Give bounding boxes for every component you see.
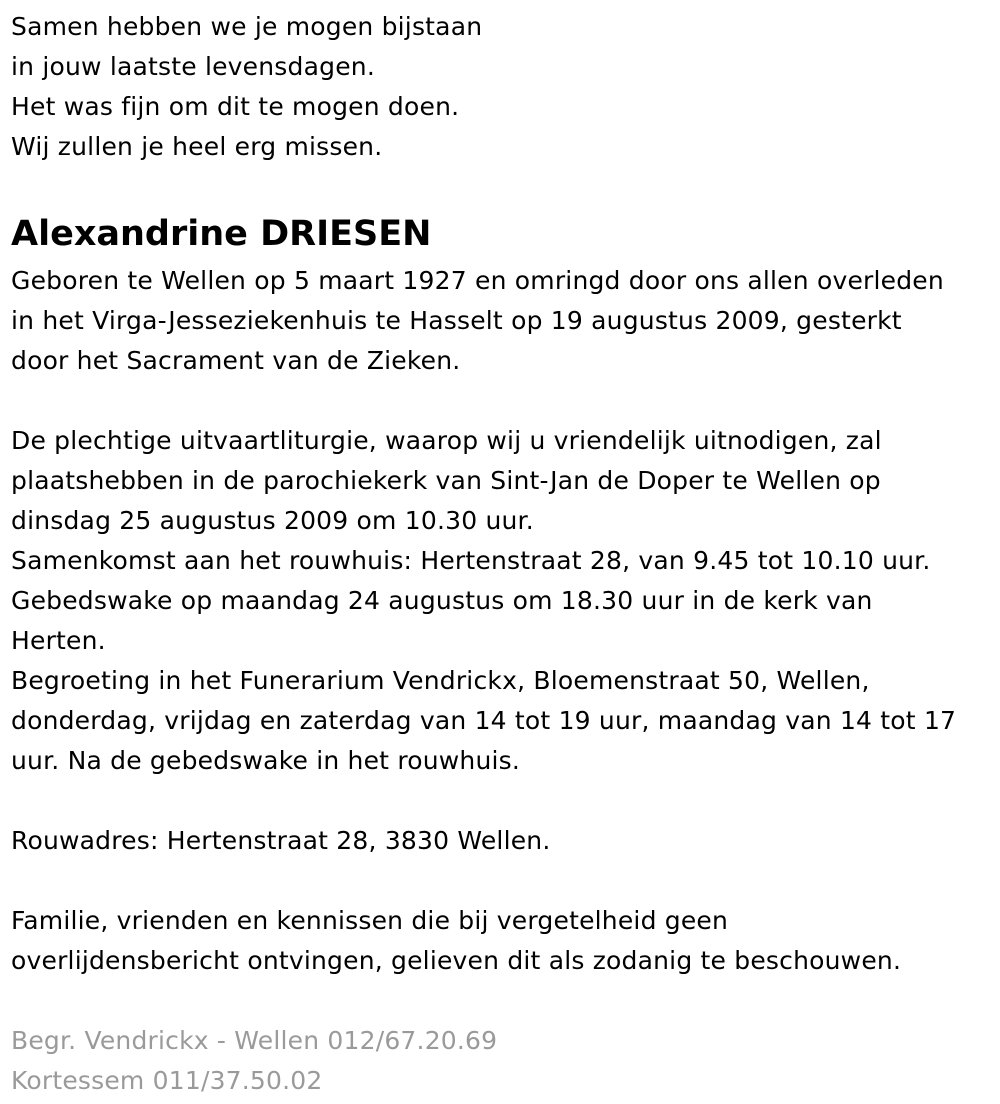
ceremony-line: Gebedswake op maandag 24 augustus om 18.30 uur in de kerk van (11, 586, 873, 615)
poem-line: Het was fijn om dit te mogen doen. (11, 92, 460, 121)
spacer (11, 861, 1000, 901)
ceremony-line: dinsdag 25 augustus 2009 om 10.30 uur. (11, 506, 534, 535)
ceremony-paragraph (11, 421, 1000, 781)
funeral-director-footer (11, 1021, 1000, 1101)
spacer (11, 781, 1000, 821)
ceremony-line: Samenkomst aan het rouwhuis: Hertenstraat 28, van 9.45 tot 10.10 uur. (11, 546, 931, 575)
ceremony-line: Herten. (11, 626, 106, 655)
poem-line: in jouw laatste levensdagen. (11, 52, 375, 81)
ceremony-line: uur. Na de gebedswake in het rouwhuis. (11, 746, 521, 775)
footer-line: Kortessem 011/37.50.02 (11, 1066, 323, 1095)
intro-line: in het Virga-Jesseziekenhuis te Hasselt op 19 augustus 2009, gesterkt (11, 306, 902, 335)
mourning-address: Rouwadres: Hertenstraat 28, 3830 Wellen. (11, 826, 551, 855)
intro-line: Geboren te Wellen op 5 maart 1927 en omringd door ons allen overleden (11, 266, 944, 295)
intro-line: door het Sacrament van de Zieken. (11, 346, 461, 375)
footer-line: Begr. Vendrickx - Wellen 012/67.20.69 (11, 1026, 498, 1055)
deceased-name: Alexandrine DRIESEN (11, 214, 432, 254)
notice-line: Familie, vrienden en kennissen die bij vergetelheid geen (11, 906, 729, 935)
spacer (11, 167, 1000, 207)
spacer (11, 381, 1000, 421)
intro-paragraph (11, 261, 1000, 381)
spacer (11, 981, 1000, 1021)
poem-line: Samen hebben we je mogen bijstaan (11, 12, 483, 41)
ceremony-line: donderdag, vrijdag en zaterdag van 14 tot 19 uur, maandag van 14 tot 17 (11, 706, 957, 735)
notice-line: overlijdensbericht ontvingen, gelieven dit als zodanig te beschouwen. (11, 946, 902, 975)
poem (11, 7, 1000, 167)
ceremony-line: Begroeting in het Funerarium Vendrickx, Bloemenstraat 50, Wellen, (11, 666, 870, 695)
ceremony-line: plaatshebben in de parochiekerk van Sint-Jan de Doper te Wellen op (11, 466, 881, 495)
notice-paragraph (11, 901, 1000, 981)
ceremony-line: De plechtige uitvaartliturgie, waarop wij u vriendelijk uitnodigen, zal (11, 426, 882, 455)
poem-line: Wij zullen je heel erg missen. (11, 132, 383, 161)
